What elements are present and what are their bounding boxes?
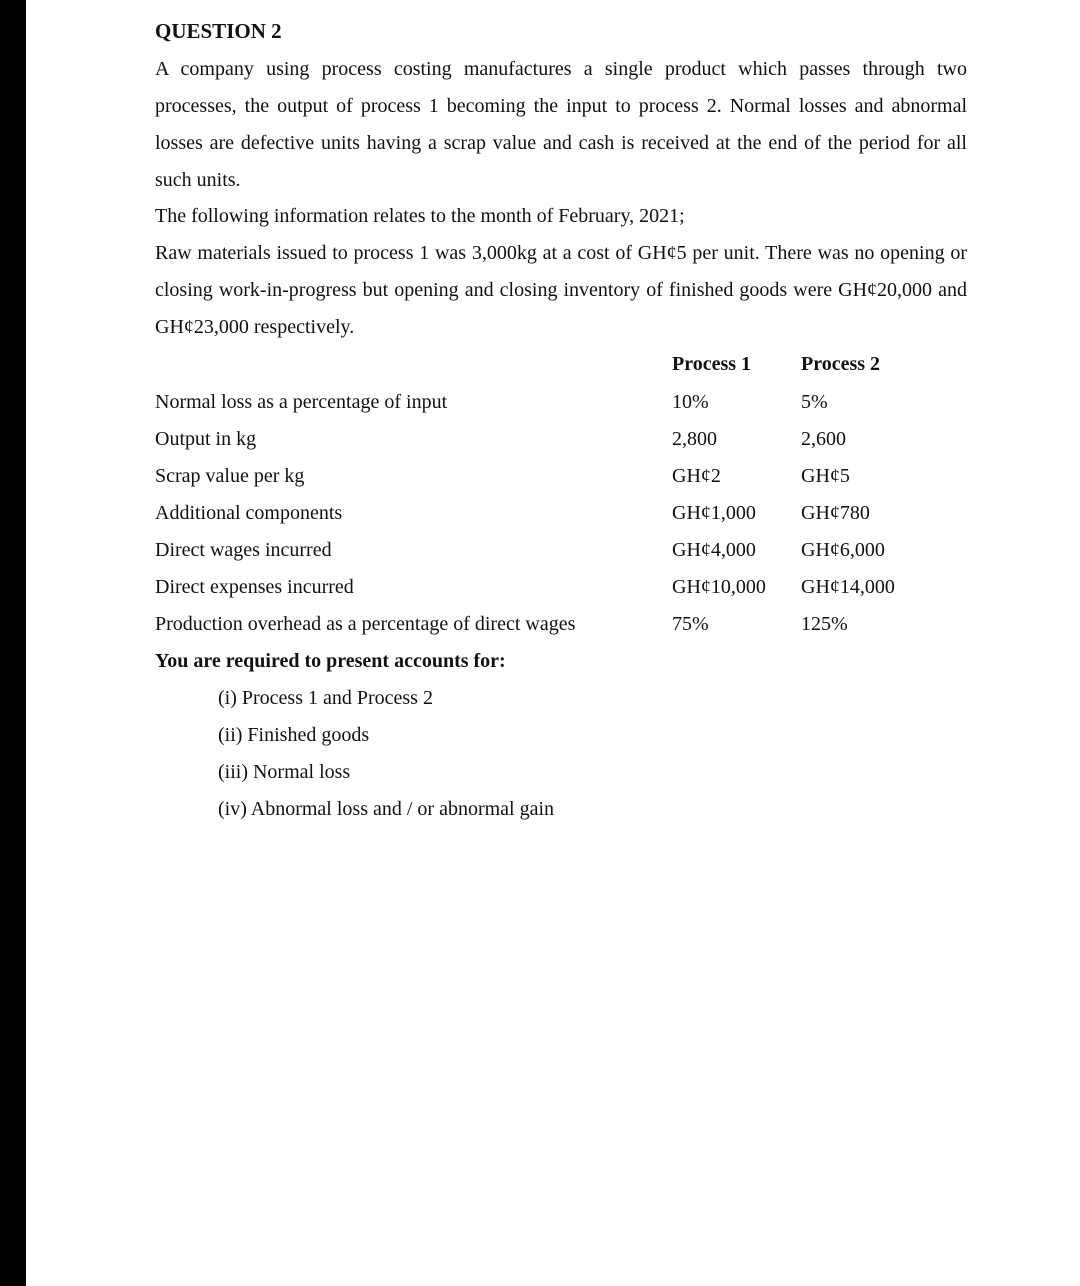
list-item: (iv) Abnormal loss and / or abnormal gain — [218, 798, 555, 820]
process-2-value: 125% — [801, 613, 848, 635]
table-row — [155, 384, 967, 421]
process-2-value: GH¢14,000 — [801, 576, 895, 598]
table-row — [155, 606, 967, 643]
table-row — [155, 532, 967, 569]
process-2-header: Process 2 — [801, 353, 881, 375]
raw-materials-paragraph: Raw materials issued to process 1 was 3,000kg at a cost of GH¢5 per unit. There was no opening or closing work-in-progress but opening and closing inventory of finished goods were GH¢20,000 and GH¢23,000 respectively. — [155, 242, 967, 338]
process-1-value: GH¢1,000 — [672, 502, 756, 524]
row-label: Production overhead as a percentage of direct wages — [155, 613, 576, 635]
intro-paragraph: A company using process costing manufactures a single product which passes through two processes, the output of process 1 becoming the input to process 2. Normal losses and abnormal losses are defective units having a scrap value and cash is received at the end of the period for all such units. — [155, 58, 967, 191]
row-label: Normal loss as a percentage of input — [155, 391, 448, 413]
process-2-value: GH¢6,000 — [801, 539, 885, 561]
row-label: Output in kg — [155, 428, 257, 450]
process-data-table — [155, 384, 967, 643]
table-row — [155, 569, 967, 606]
table-row — [155, 495, 967, 532]
row-label: Additional components — [155, 502, 343, 524]
requirements-heading: You are required to present accounts for: — [155, 650, 506, 672]
process-2-value: 2,600 — [801, 428, 846, 450]
process-2-value: GH¢780 — [801, 502, 870, 524]
process-1-header: Process 1 — [672, 353, 752, 375]
row-label: Scrap value per kg — [155, 465, 305, 487]
list-item: (ii) Finished goods — [218, 724, 370, 746]
process-2-value: 5% — [801, 391, 828, 413]
process-2-value: GH¢5 — [801, 465, 850, 487]
left-black-border — [0, 0, 26, 1286]
row-label: Direct expenses incurred — [155, 576, 354, 598]
info-paragraph: The following information relates to the month of February, 2021; — [155, 205, 685, 227]
table-row — [155, 421, 967, 458]
process-1-value: 75% — [672, 613, 709, 635]
process-1-value: GH¢10,000 — [672, 576, 766, 598]
process-1-value: GH¢4,000 — [672, 539, 756, 561]
table-row — [155, 458, 967, 495]
list-item: (i) Process 1 and Process 2 — [218, 687, 433, 709]
process-1-value: GH¢2 — [672, 465, 721, 487]
process-1-value: 2,800 — [672, 428, 717, 450]
question-title: QUESTION 2 — [155, 19, 282, 43]
requirements-list — [218, 680, 554, 828]
list-item: (iii) Normal loss — [218, 761, 351, 783]
row-label: Direct wages incurred — [155, 539, 332, 561]
process-1-value: 10% — [672, 391, 709, 413]
